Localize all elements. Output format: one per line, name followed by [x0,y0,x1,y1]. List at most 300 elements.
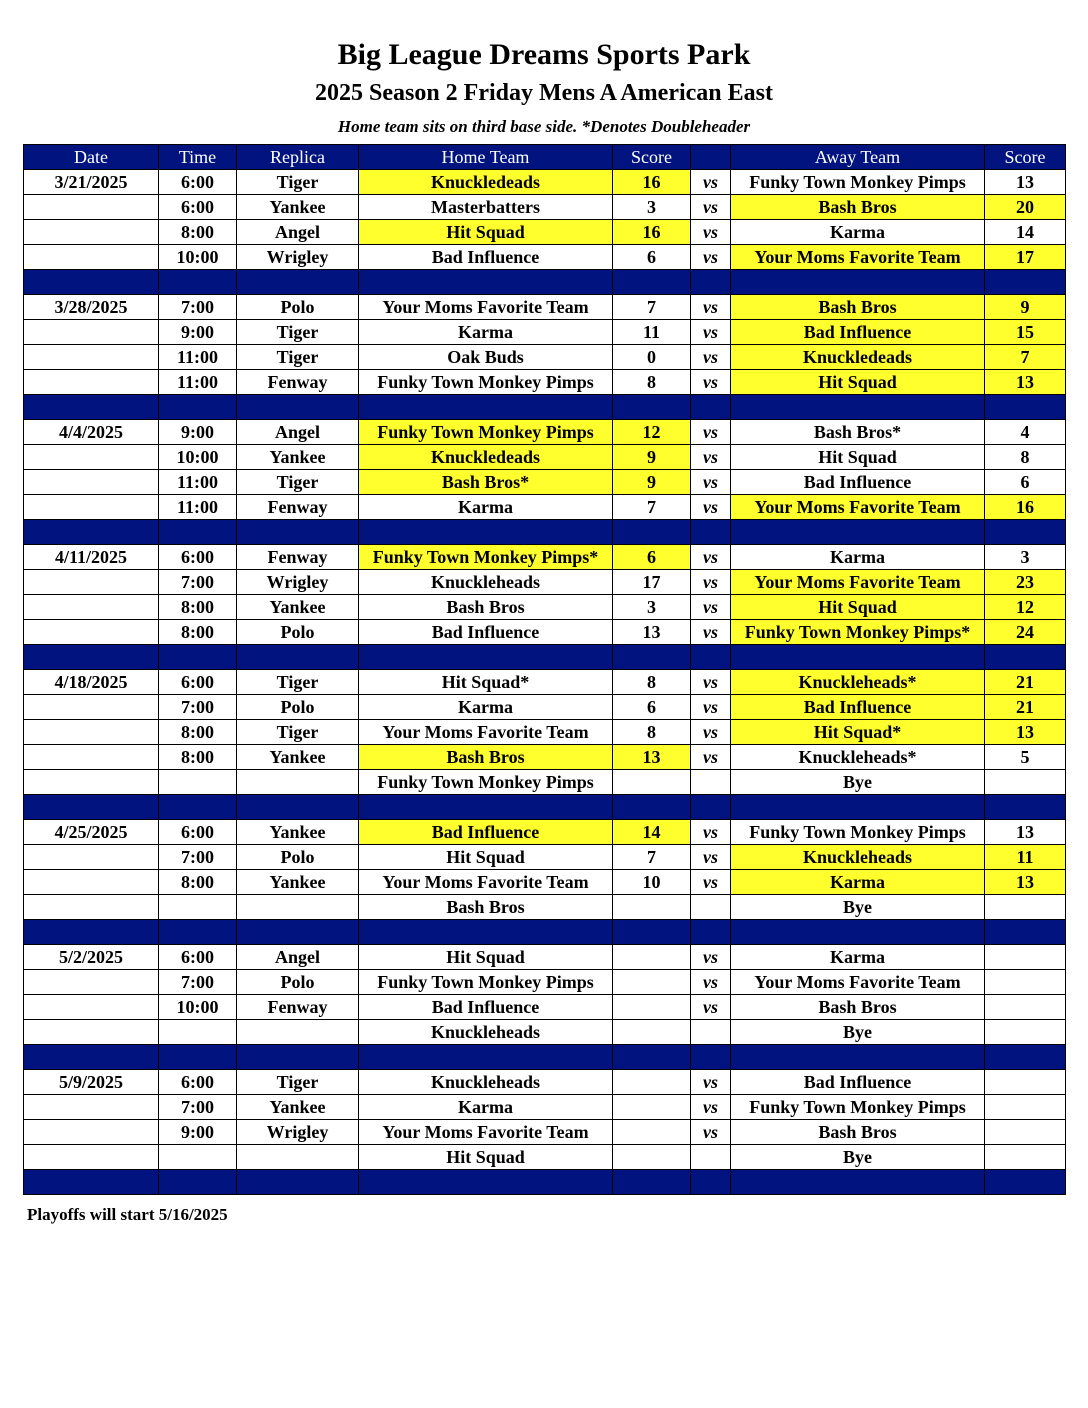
away-score: 16 [985,495,1066,520]
separator-cell [159,795,237,820]
away-score [985,895,1066,920]
vs-label: vs [691,495,731,520]
game-date [24,445,159,470]
game-time: 6:00 [159,170,237,195]
game-time: 6:00 [159,545,237,570]
separator-cell [691,920,731,945]
table-row [24,745,1066,770]
vs-label: vs [691,595,731,620]
away-score [985,1095,1066,1120]
table-row [24,1120,1066,1145]
table-row [24,220,1066,245]
separator-cell [985,645,1066,670]
home-score: 8 [613,720,691,745]
away-team: Bye [731,1145,985,1170]
game-time: 7:00 [159,570,237,595]
separator-cell [237,645,359,670]
vs-label [691,1145,731,1170]
game-date [24,895,159,920]
col-header-vs [691,145,731,170]
home-score [613,945,691,970]
game-date [24,470,159,495]
separator-cell [613,795,691,820]
separator-cell [731,270,985,295]
game-time: 10:00 [159,245,237,270]
away-team: Funky Town Monkey Pimps [731,820,985,845]
game-time: 8:00 [159,720,237,745]
away-team: Hit Squad [731,370,985,395]
away-team: Your Moms Favorite Team [731,245,985,270]
home-score: 13 [613,745,691,770]
home-team: Your Moms Favorite Team [359,295,613,320]
game-date [24,195,159,220]
vs-label: vs [691,545,731,570]
week-separator-row [24,520,1066,545]
separator-cell [359,395,613,420]
week-separator-row [24,395,1066,420]
table-row [24,420,1066,445]
separator-cell [359,795,613,820]
separator-cell [691,270,731,295]
table-row [24,1145,1066,1170]
table-row [24,370,1066,395]
separator-cell [159,1045,237,1070]
separator-cell [691,1045,731,1070]
game-field: Fenway [237,995,359,1020]
home-score: 7 [613,845,691,870]
home-team: Hit Squad [359,945,613,970]
table-row [24,470,1066,495]
away-score: 6 [985,470,1066,495]
page-subtitle: 2025 Season 2 Friday Mens A American East [314,80,773,106]
game-date: 4/11/2025 [24,545,159,570]
game-field: Tiger [237,345,359,370]
schedule-body [24,170,1066,1195]
game-time: 8:00 [159,745,237,770]
game-field: Tiger [237,720,359,745]
table-row [24,245,1066,270]
game-time [159,1020,237,1045]
away-score: 9 [985,295,1066,320]
home-score: 3 [613,195,691,220]
away-team: Hit Squad [731,595,985,620]
header-row [24,145,1066,170]
home-score: 6 [613,245,691,270]
game-date [24,845,159,870]
separator-cell [985,1045,1066,1070]
home-score [613,1145,691,1170]
away-score: 23 [985,570,1066,595]
home-team: Karma [359,695,613,720]
home-score [613,1020,691,1045]
game-field [237,1020,359,1045]
game-field: Wrigley [237,570,359,595]
home-team: Knuckleheads [359,1020,613,1045]
away-score: 11 [985,845,1066,870]
home-score: 6 [613,695,691,720]
separator-cell [985,1170,1066,1195]
game-date [24,995,159,1020]
away-score: 13 [985,870,1066,895]
col-header-home-score: Score [613,145,691,170]
separator-cell [691,795,731,820]
game-field: Yankee [237,745,359,770]
separator-cell [159,270,237,295]
away-score [985,945,1066,970]
game-field: Polo [237,970,359,995]
game-time: 7:00 [159,845,237,870]
separator-cell [691,395,731,420]
table-row [24,670,1066,695]
game-field: Polo [237,695,359,720]
home-score: 6 [613,545,691,570]
game-time: 8:00 [159,620,237,645]
game-time: 6:00 [159,195,237,220]
game-time: 6:00 [159,1070,237,1095]
separator-cell [237,795,359,820]
game-date [24,620,159,645]
home-team: Karma [359,1095,613,1120]
game-date [24,245,159,270]
separator-cell [613,1170,691,1195]
home-team: Your Moms Favorite Team [359,1120,613,1145]
game-field: Polo [237,295,359,320]
home-team: Knuckleheads [359,1070,613,1095]
away-score [985,970,1066,995]
game-time: 9:00 [159,320,237,345]
home-score: 10 [613,870,691,895]
away-team: Knuckleheads* [731,745,985,770]
table-row [24,570,1066,595]
vs-label: vs [691,220,731,245]
game-field: Yankee [237,870,359,895]
away-score: 21 [985,670,1066,695]
away-score: 24 [985,620,1066,645]
separator-cell [359,270,613,295]
game-time: 6:00 [159,945,237,970]
home-team: Bad Influence [359,620,613,645]
separator-cell [237,270,359,295]
table-row [24,820,1066,845]
table-row [24,870,1066,895]
vs-label: vs [691,245,731,270]
away-team: Bad Influence [731,1070,985,1095]
away-team: Karma [731,870,985,895]
away-team: Karma [731,545,985,570]
separator-cell [24,1170,159,1195]
game-field: Angel [237,420,359,445]
game-date [24,970,159,995]
away-score: 5 [985,745,1066,770]
away-team: Your Moms Favorite Team [731,570,985,595]
vs-label: vs [691,370,731,395]
separator-cell [159,920,237,945]
game-field [237,1145,359,1170]
table-row [24,445,1066,470]
home-team: Bad Influence [359,820,613,845]
separator-cell [731,395,985,420]
game-field: Tiger [237,1070,359,1095]
game-date: 3/21/2025 [24,170,159,195]
separator-cell [985,920,1066,945]
away-team: Bash Bros [731,1120,985,1145]
game-time: 8:00 [159,870,237,895]
game-time: 7:00 [159,970,237,995]
table-row [24,970,1066,995]
away-team: Knuckledeads [731,345,985,370]
home-team: Masterbatters [359,195,613,220]
home-team: Bash Bros [359,595,613,620]
away-team: Funky Town Monkey Pimps* [731,620,985,645]
separator-cell [731,920,985,945]
separator-cell [691,645,731,670]
game-field [237,895,359,920]
away-score [985,995,1066,1020]
home-team: Knuckledeads [359,170,613,195]
game-field: Fenway [237,495,359,520]
table-row [24,595,1066,620]
game-time: 6:00 [159,820,237,845]
game-date [24,1095,159,1120]
game-time: 10:00 [159,445,237,470]
vs-label [691,1020,731,1045]
separator-cell [359,920,613,945]
home-team: Bad Influence [359,245,613,270]
away-score: 13 [985,170,1066,195]
game-date: 5/9/2025 [24,1070,159,1095]
away-team: Bye [731,895,985,920]
home-team: Karma [359,320,613,345]
week-separator-row [24,795,1066,820]
away-score [985,1020,1066,1045]
separator-cell [24,1045,159,1070]
away-team: Bye [731,1020,985,1045]
away-score: 20 [985,195,1066,220]
away-team: Knuckleheads [731,845,985,870]
away-score: 12 [985,595,1066,620]
home-team: Oak Buds [359,345,613,370]
home-team: Funky Town Monkey Pimps [359,420,613,445]
away-team: Bye [731,770,985,795]
game-date [24,745,159,770]
separator-cell [691,1170,731,1195]
separator-cell [24,520,159,545]
game-date [24,495,159,520]
vs-label: vs [691,745,731,770]
separator-cell [159,520,237,545]
game-time [159,895,237,920]
home-score: 8 [613,670,691,695]
game-field: Polo [237,620,359,645]
game-time: 8:00 [159,595,237,620]
table-row [24,170,1066,195]
vs-label: vs [691,470,731,495]
game-time: 9:00 [159,420,237,445]
week-separator-row [24,645,1066,670]
separator-cell [237,920,359,945]
away-team: Bash Bros [731,295,985,320]
home-team: Bash Bros* [359,470,613,495]
away-score: 13 [985,720,1066,745]
game-field: Yankee [237,445,359,470]
home-team: Your Moms Favorite Team [359,870,613,895]
away-score: 13 [985,820,1066,845]
col-header-date: Date [24,145,159,170]
game-field [237,770,359,795]
away-score: 7 [985,345,1066,370]
game-time: 7:00 [159,695,237,720]
game-date [24,870,159,895]
home-team: Funky Town Monkey Pimps* [359,545,613,570]
vs-label: vs [691,995,731,1020]
away-team: Hit Squad [731,445,985,470]
home-score [613,1095,691,1120]
separator-cell [613,1045,691,1070]
away-team: Knuckleheads* [731,670,985,695]
away-score: 21 [985,695,1066,720]
table-row [24,620,1066,645]
game-field: Tiger [237,670,359,695]
home-score [613,1070,691,1095]
game-time: 7:00 [159,295,237,320]
vs-label: vs [691,170,731,195]
vs-label: vs [691,345,731,370]
home-team: Hit Squad [359,220,613,245]
vs-label: vs [691,620,731,645]
away-score: 4 [985,420,1066,445]
vs-label: vs [691,870,731,895]
separator-cell [613,920,691,945]
separator-cell [359,520,613,545]
table-row [24,720,1066,745]
game-date [24,1020,159,1045]
vs-label: vs [691,1095,731,1120]
home-team: Your Moms Favorite Team [359,720,613,745]
game-date [24,770,159,795]
col-header-home-team: Home Team [359,145,613,170]
separator-cell [237,1170,359,1195]
separator-cell [613,395,691,420]
game-date [24,595,159,620]
away-score [985,1070,1066,1095]
away-team: Funky Town Monkey Pimps [731,1095,985,1120]
table-row [24,295,1066,320]
away-team: Bash Bros [731,995,985,1020]
game-date: 4/18/2025 [24,670,159,695]
away-team: Karma [731,945,985,970]
home-score [613,970,691,995]
separator-cell [237,520,359,545]
separator-cell [24,920,159,945]
game-date [24,370,159,395]
home-score [613,995,691,1020]
home-score: 14 [613,820,691,845]
vs-label: vs [691,720,731,745]
home-score: 9 [613,470,691,495]
separator-cell [731,1170,985,1195]
table-row [24,995,1066,1020]
away-team: Funky Town Monkey Pimps [731,170,985,195]
week-separator-row [24,1170,1066,1195]
home-score: 3 [613,595,691,620]
separator-cell [985,520,1066,545]
table-row [24,195,1066,220]
game-time: 9:00 [159,1120,237,1145]
vs-label: vs [691,970,731,995]
vs-label: vs [691,320,731,345]
home-team: Knuckleheads [359,570,613,595]
game-time [159,1145,237,1170]
separator-cell [985,395,1066,420]
separator-cell [24,795,159,820]
away-score [985,1145,1066,1170]
separator-cell [24,270,159,295]
away-score: 17 [985,245,1066,270]
separator-cell [359,1170,613,1195]
game-field: Yankee [237,195,359,220]
separator-cell [359,1045,613,1070]
separator-cell [237,1045,359,1070]
separator-cell [731,795,985,820]
col-header-replica: Replica [237,145,359,170]
game-date [24,345,159,370]
col-header-time: Time [159,145,237,170]
separator-cell [159,1170,237,1195]
week-separator-row [24,1045,1066,1070]
separator-cell [731,645,985,670]
away-team: Bad Influence [731,320,985,345]
game-field: Wrigley [237,1120,359,1145]
table-row [24,1070,1066,1095]
vs-label: vs [691,420,731,445]
page-title: Big League Dreams Sports Park [337,38,751,71]
home-team: Funky Town Monkey Pimps [359,770,613,795]
game-date [24,320,159,345]
separator-cell [613,270,691,295]
home-team: Karma [359,495,613,520]
game-time [159,770,237,795]
vs-label: vs [691,1070,731,1095]
away-team: Bad Influence [731,695,985,720]
separator-cell [159,645,237,670]
table-row [24,1020,1066,1045]
home-score: 12 [613,420,691,445]
vs-label [691,770,731,795]
home-score: 7 [613,295,691,320]
home-team: Bad Influence [359,995,613,1020]
home-team: Bash Bros [359,745,613,770]
home-team: Hit Squad* [359,670,613,695]
separator-cell [985,270,1066,295]
home-team: Knuckledeads [359,445,613,470]
separator-cell [731,520,985,545]
vs-label: vs [691,845,731,870]
home-score: 17 [613,570,691,595]
table-row [24,345,1066,370]
game-date [24,695,159,720]
game-field: Angel [237,220,359,245]
game-field: Fenway [237,545,359,570]
game-time: 6:00 [159,670,237,695]
vs-label: vs [691,820,731,845]
vs-label: vs [691,295,731,320]
vs-label: vs [691,570,731,595]
schedule-table [23,144,1066,1195]
game-field: Yankee [237,595,359,620]
game-field: Tiger [237,470,359,495]
game-time: 11:00 [159,370,237,395]
game-date: 4/25/2025 [24,820,159,845]
